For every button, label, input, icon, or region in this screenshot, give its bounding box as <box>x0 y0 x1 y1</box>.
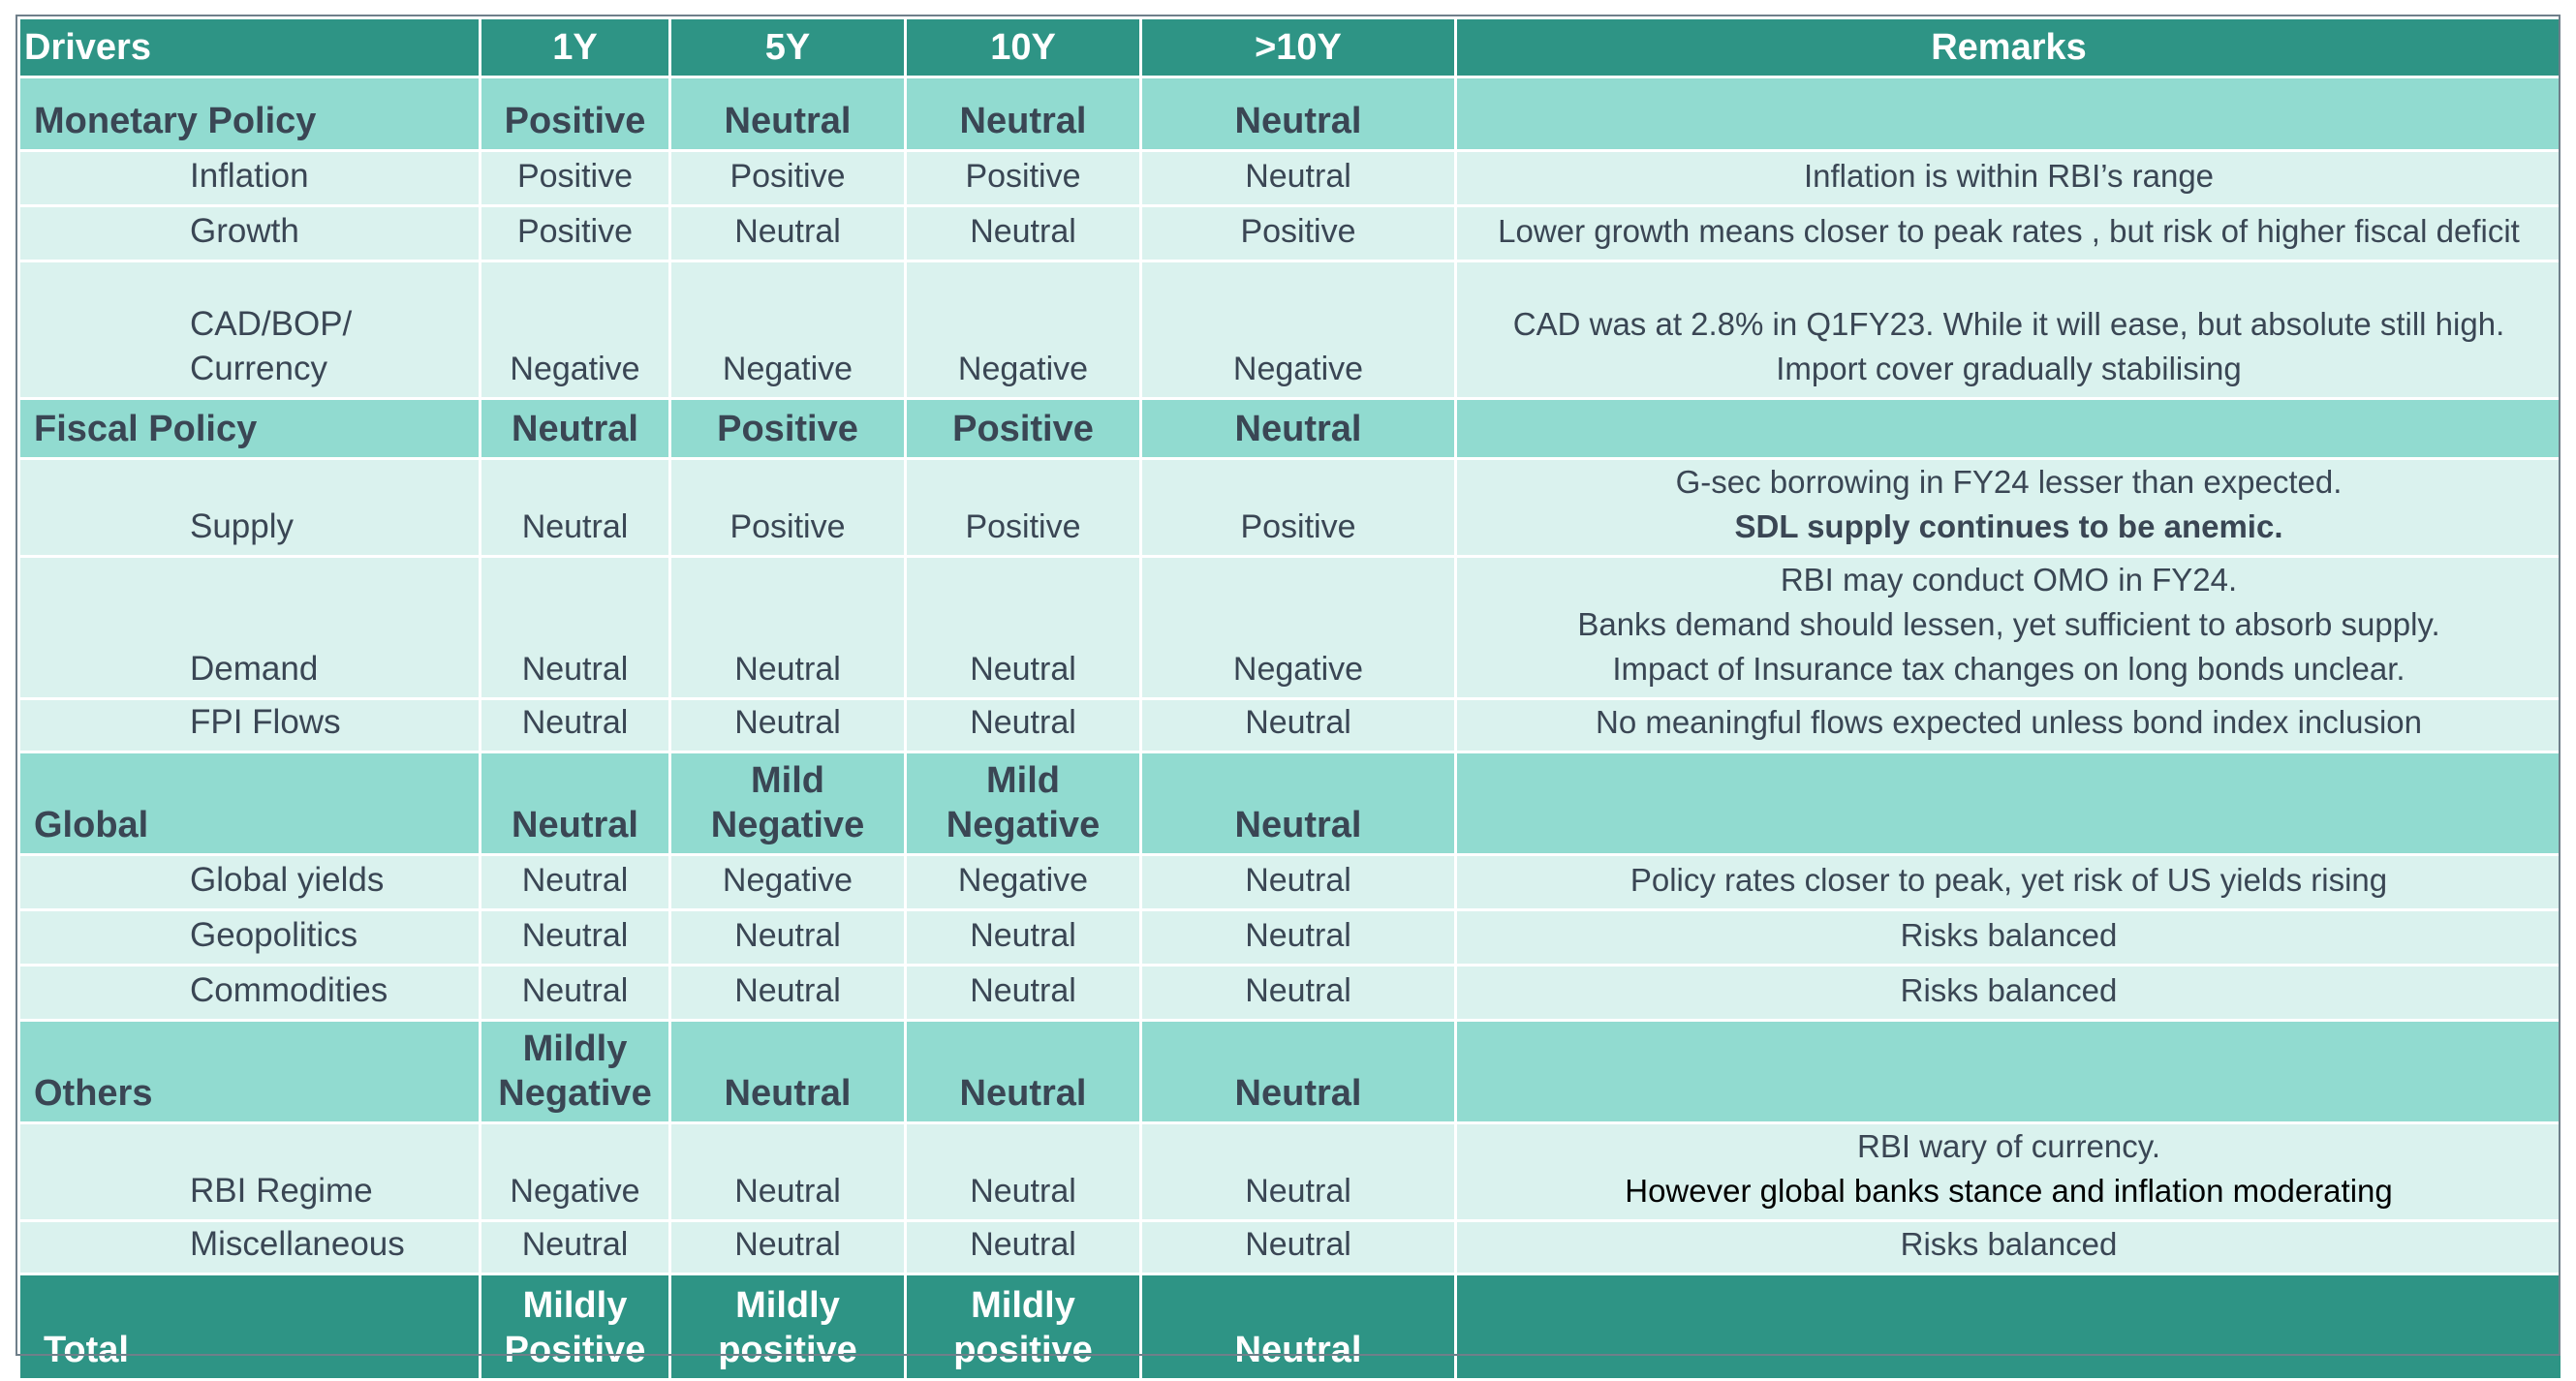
value-5y: Neutral <box>670 1221 906 1274</box>
remark <box>1456 77 2562 151</box>
value-gt10y: Neutral <box>1141 1021 1456 1123</box>
remark-line: However global banks stance and inflation moderating <box>1625 1173 2393 1209</box>
row-cad-bop-currency <box>19 261 2562 399</box>
remark: Risks balanced <box>1456 966 2562 1021</box>
value-gt10y: Neutral <box>1141 910 1456 966</box>
value-gt10y: Positive <box>1141 459 1456 557</box>
value-10y: Negative <box>906 855 1141 910</box>
driver-label: Commodities <box>19 966 481 1021</box>
remark: No meaningful flows expected unless bond index inclusion <box>1456 699 2562 752</box>
value-1y: Positive <box>481 206 670 261</box>
driver-label: RBI Regime <box>19 1123 481 1221</box>
driver-label: Geopolitics <box>19 910 481 966</box>
value-10y: Neutral <box>906 557 1141 699</box>
row-rbi-regime <box>19 1123 2562 1221</box>
row-inflation <box>19 151 2562 206</box>
value-10y: Positive <box>906 399 1141 459</box>
group-row-others <box>19 1021 2562 1123</box>
header-10y: 10Y <box>906 18 1141 77</box>
remark <box>1456 1123 2562 1221</box>
group-title: Others <box>19 1021 481 1123</box>
value-10y <box>906 1274 1141 1380</box>
remark-line: RBI may conduct OMO in FY24. <box>1780 562 2238 598</box>
value-5y: Neutral <box>670 699 906 752</box>
driver-label <box>19 261 481 399</box>
value-line: Mildly <box>971 1285 1075 1326</box>
row-commodities <box>19 966 2562 1021</box>
row-demand <box>19 557 2562 699</box>
value-5y: Neutral <box>670 557 906 699</box>
remark-line: Import cover gradually stabilising <box>1776 351 2242 386</box>
value-line: Mildly <box>522 1028 628 1069</box>
row-miscellaneous <box>19 1221 2562 1274</box>
value-1y: Neutral <box>481 752 670 855</box>
value-line: Negative <box>946 805 1101 845</box>
row-fpi-flows <box>19 699 2562 752</box>
value-10y: Neutral <box>906 1021 1141 1123</box>
value-10y: Neutral <box>906 206 1141 261</box>
value-line: Mild <box>751 760 824 801</box>
value-line: Mildly <box>522 1285 628 1326</box>
value-gt10y: Neutral <box>1141 1123 1456 1221</box>
value-line: Mildly <box>735 1285 840 1326</box>
driver-label-line: Currency <box>190 350 327 387</box>
remark-line: Impact of Insurance tax changes on long bonds unclear. <box>1612 651 2405 687</box>
group-row-global <box>19 752 2562 855</box>
driver-label: Growth <box>19 206 481 261</box>
driver-label: Global yields <box>19 855 481 910</box>
value-line: positive <box>953 1330 1093 1370</box>
value-1y: Negative <box>481 261 670 399</box>
driver-label-line: CAD/BOP/ <box>190 305 353 343</box>
value-10y: Neutral <box>906 910 1141 966</box>
value-gt10y: Neutral <box>1141 699 1456 752</box>
row-geopolitics <box>19 910 2562 966</box>
row-supply <box>19 459 2562 557</box>
value-1y <box>481 1274 670 1380</box>
remark <box>1456 261 2562 399</box>
remark-line: CAD was at 2.8% in Q1FY23. While it will ease, but absolute still high. <box>1512 306 2505 342</box>
remark <box>1456 399 2562 459</box>
header-1y: 1Y <box>481 18 670 77</box>
value-gt10y: Neutral <box>1141 966 1456 1021</box>
value-gt10y: Negative <box>1141 557 1456 699</box>
remark: Policy rates closer to peak, yet risk of US yields rising <box>1456 855 2562 910</box>
value-1y: Neutral <box>481 1221 670 1274</box>
value-1y: Positive <box>481 77 670 151</box>
value-5y: Positive <box>670 151 906 206</box>
value-1y: Negative <box>481 1123 670 1221</box>
group-row-fiscal-policy <box>19 399 2562 459</box>
value-5y <box>670 1274 906 1380</box>
value-line: Negative <box>498 1073 652 1114</box>
driver-label: FPI Flows <box>19 699 481 752</box>
value-5y: Neutral <box>670 910 906 966</box>
value-gt10y: Negative <box>1141 261 1456 399</box>
value-5y: Neutral <box>670 966 906 1021</box>
value-1y: Positive <box>481 151 670 206</box>
value-10y: Positive <box>906 151 1141 206</box>
drivers-outlook-table <box>17 16 2563 1381</box>
value-line: positive <box>718 1330 857 1370</box>
value-gt10y: Neutral <box>1141 855 1456 910</box>
value-line: Negative <box>710 805 865 845</box>
value-line: Positive <box>504 1330 646 1370</box>
remark <box>1456 557 2562 699</box>
value-10y <box>906 752 1141 855</box>
value-gt10y: Neutral <box>1141 399 1456 459</box>
value-5y <box>670 752 906 855</box>
value-1y: Neutral <box>481 557 670 699</box>
value-5y: Positive <box>670 459 906 557</box>
value-1y: Neutral <box>481 459 670 557</box>
remark: Lower growth means closer to peak rates , but risk of higher fiscal deficit <box>1456 206 2562 261</box>
value-10y: Neutral <box>906 966 1141 1021</box>
driver-label: Demand <box>19 557 481 699</box>
group-row-monetary-policy <box>19 77 2562 151</box>
remark <box>1456 1021 2562 1123</box>
value-10y: Neutral <box>906 699 1141 752</box>
remark-line-bold: SDL supply continues to be anemic. <box>1734 508 2283 544</box>
remark: Risks balanced <box>1456 910 2562 966</box>
driver-label: Miscellaneous <box>19 1221 481 1274</box>
value-gt10y: Neutral <box>1141 752 1456 855</box>
value-gt10y: Neutral <box>1141 1221 1456 1274</box>
total-label: Total <box>19 1274 481 1380</box>
header-5y: 5Y <box>670 18 906 77</box>
value-gt10y: Positive <box>1141 206 1456 261</box>
driver-label: Supply <box>19 459 481 557</box>
value-gt10y: Neutral <box>1141 1274 1456 1380</box>
remark-line: RBI wary of currency. <box>1857 1128 2160 1164</box>
header-gt10y: >10Y <box>1141 18 1456 77</box>
value-10y: Positive <box>906 459 1141 557</box>
value-10y: Negative <box>906 261 1141 399</box>
value-1y: Neutral <box>481 910 670 966</box>
value-gt10y: Neutral <box>1141 151 1456 206</box>
remark <box>1456 1274 2562 1380</box>
group-title: Fiscal Policy <box>19 399 481 459</box>
remark-line: G-sec borrowing in FY24 lesser than expected. <box>1675 464 2343 500</box>
value-1y: Neutral <box>481 399 670 459</box>
header-drivers: Drivers <box>19 18 481 77</box>
value-5y: Neutral <box>670 1123 906 1221</box>
remark: Risks balanced <box>1456 1221 2562 1274</box>
value-5y: Negative <box>670 261 906 399</box>
value-10y: Neutral <box>906 1221 1141 1274</box>
remark-line: Banks demand should lessen, yet sufficient to absorb supply. <box>1577 606 2440 642</box>
value-1y: Neutral <box>481 699 670 752</box>
header-remarks: Remarks <box>1456 18 2562 77</box>
value-5y: Neutral <box>670 206 906 261</box>
remark <box>1456 459 2562 557</box>
total-row <box>19 1274 2562 1380</box>
value-5y: Positive <box>670 399 906 459</box>
value-5y: Neutral <box>670 77 906 151</box>
group-title: Monetary Policy <box>19 77 481 151</box>
group-title: Global <box>19 752 481 855</box>
value-5y: Neutral <box>670 1021 906 1123</box>
value-line: Mild <box>986 760 1060 801</box>
header-row <box>19 18 2562 77</box>
value-5y: Negative <box>670 855 906 910</box>
row-global-yields <box>19 855 2562 910</box>
remark: Inflation is within RBI’s range <box>1456 151 2562 206</box>
value-1y <box>481 1021 670 1123</box>
driver-label: Inflation <box>19 151 481 206</box>
value-1y: Neutral <box>481 855 670 910</box>
value-gt10y: Neutral <box>1141 77 1456 151</box>
value-10y: Neutral <box>906 77 1141 151</box>
remark <box>1456 752 2562 855</box>
row-growth <box>19 206 2562 261</box>
value-1y: Neutral <box>481 966 670 1021</box>
value-10y: Neutral <box>906 1123 1141 1221</box>
